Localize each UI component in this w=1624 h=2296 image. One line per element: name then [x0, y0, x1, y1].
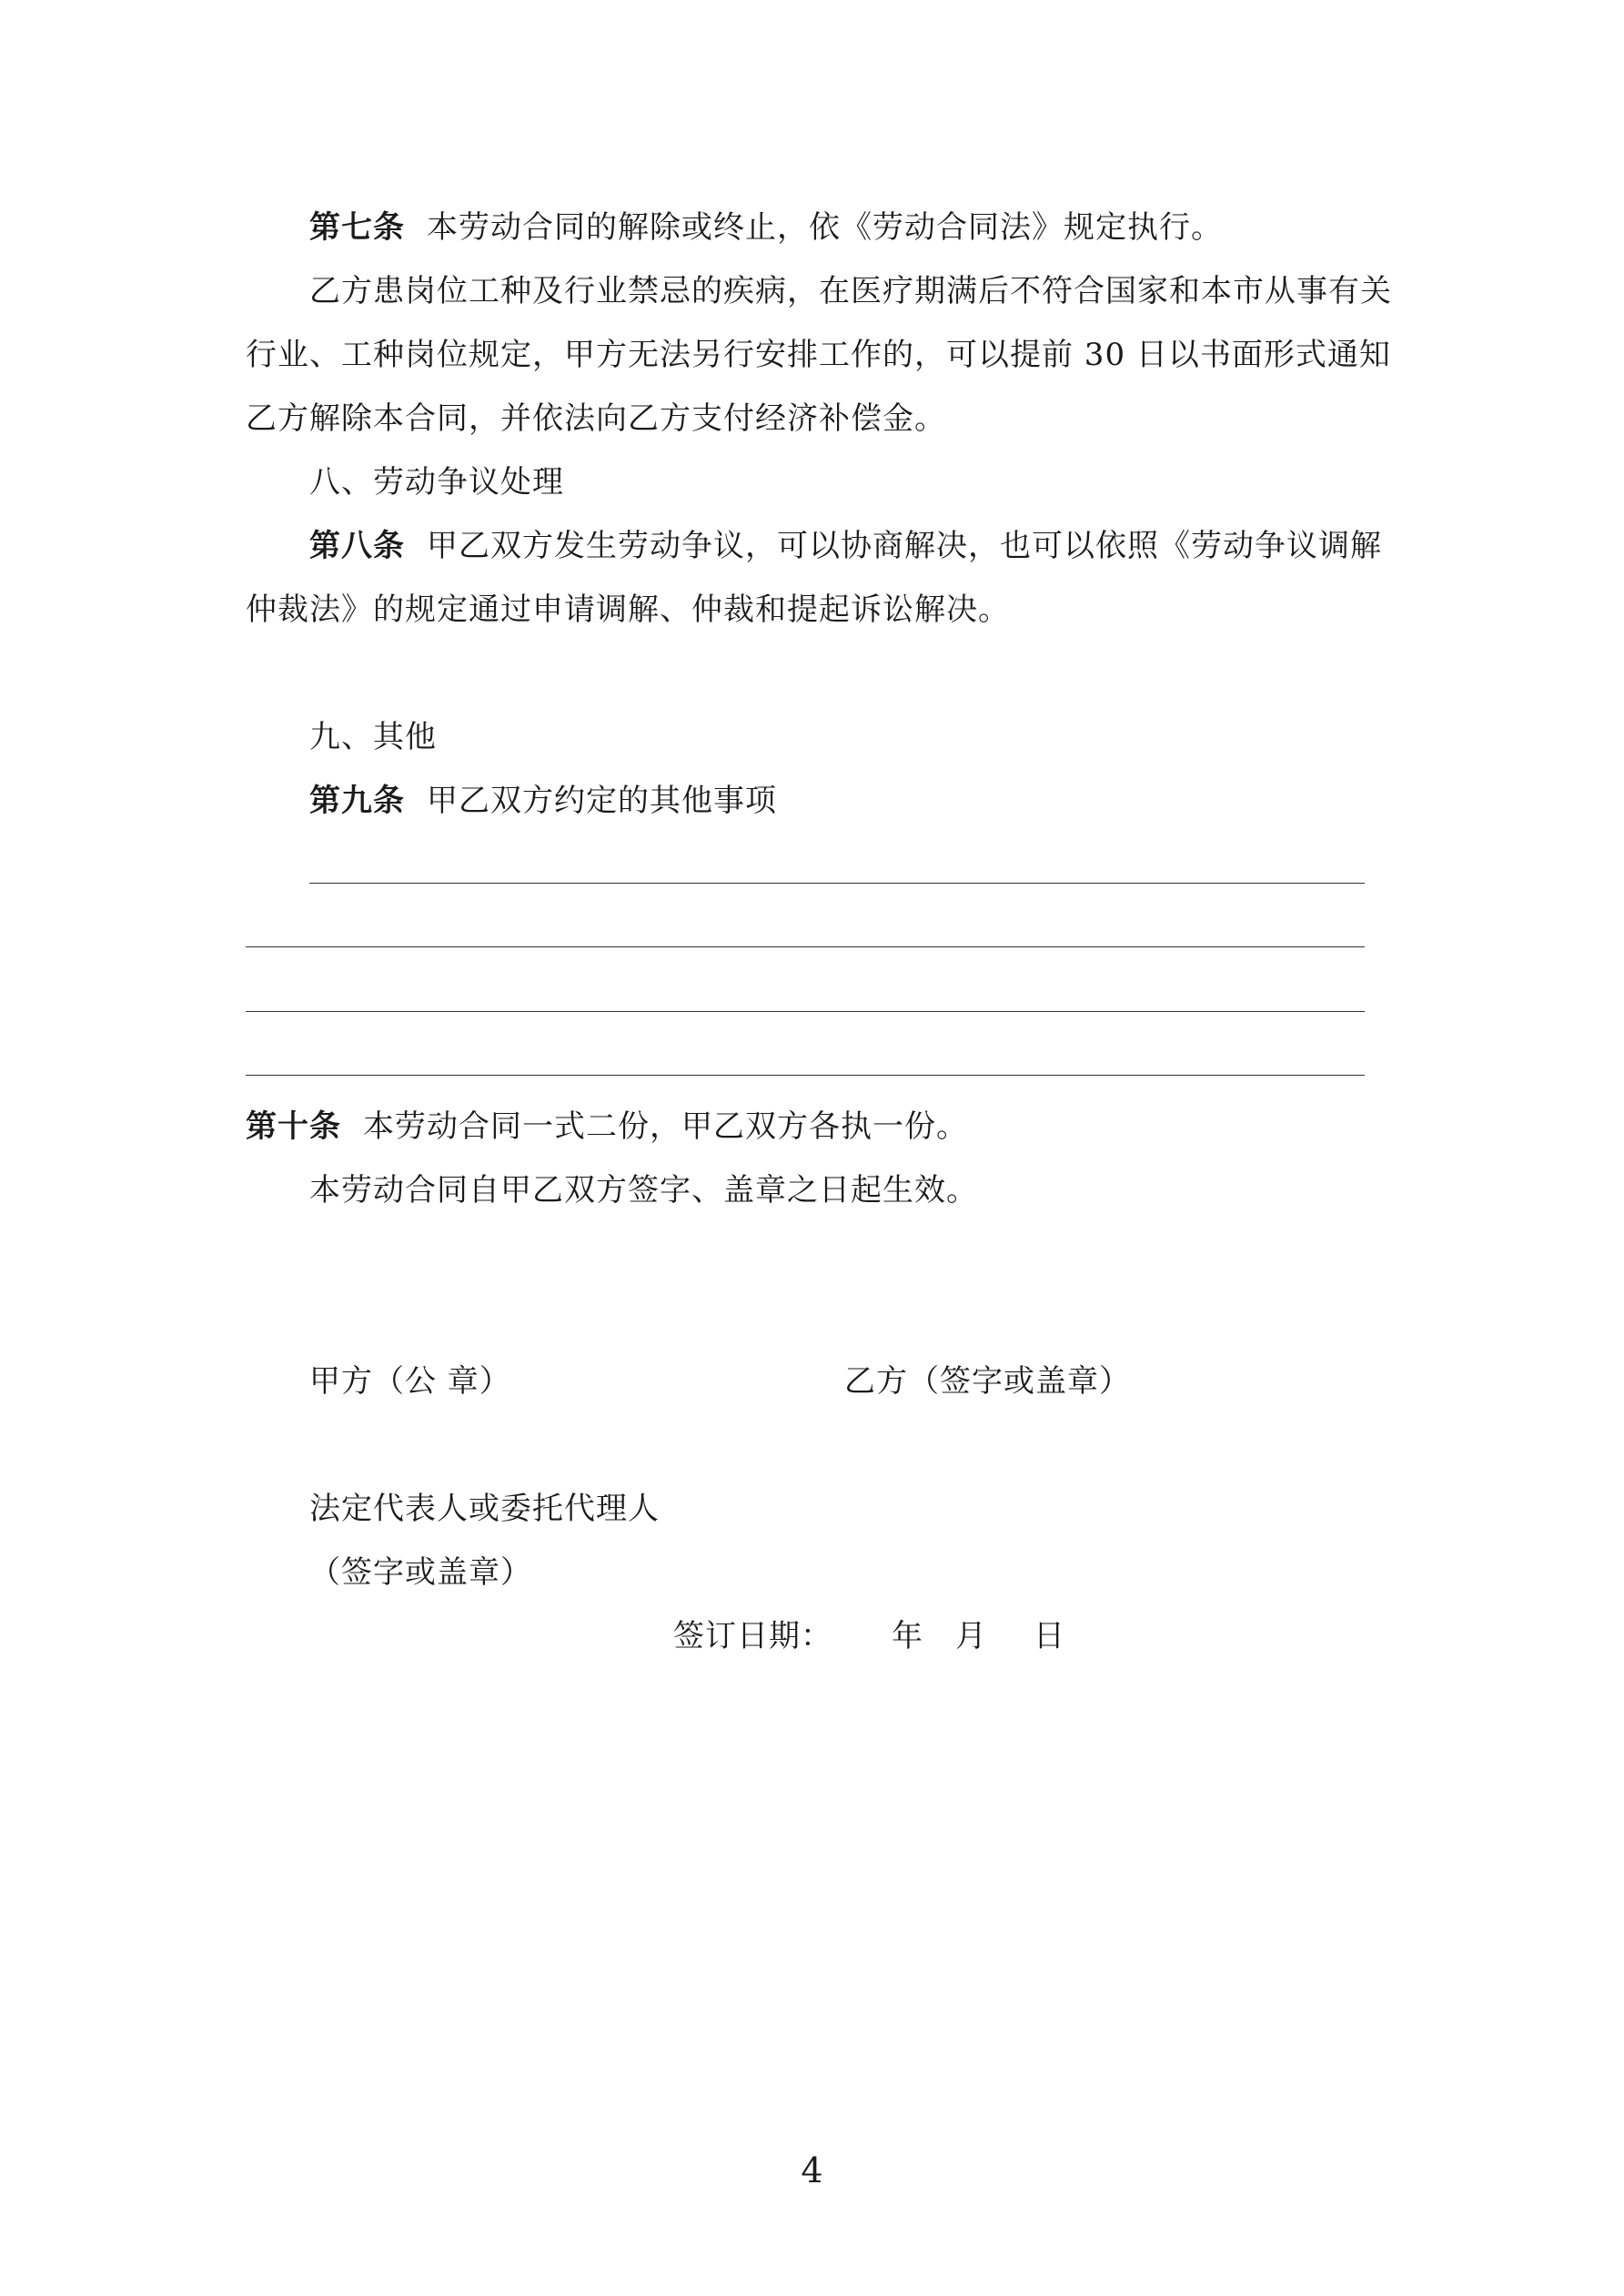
article-8-heading: 第八条: [309, 528, 405, 564]
article-8-text-line-1: 甲乙双方发生劳动争议，可以协商解决，也可以依照《劳动争议调解: [427, 528, 1382, 564]
party-b-sign-label: 乙方（签字或盖章）: [844, 1363, 1131, 1400]
page-number: 4: [801, 2150, 823, 2190]
article-7-paragraph-line-2: 行业、工种岗位规定，甲方无法另行安排工作的，可以提前 30 日以书面形式通知: [246, 337, 1391, 373]
signing-date-month: 月: [955, 1618, 987, 1654]
signing-date-label: 签订日期：: [673, 1618, 832, 1654]
party-a-seal-label: 甲方（公 章）: [309, 1363, 511, 1400]
article-10-effective: 本劳动合同自甲乙双方签字、盖章之日起生效。: [309, 1172, 978, 1209]
representative-label: 法定代表人或委托代理人: [309, 1491, 660, 1527]
article-7-paragraph-line-1: 乙方患岗位工种及行业禁忌的疾病，在医疗期满后不符合国家和本市从事有关: [309, 273, 1392, 309]
article-10-heading: 第十条: [246, 1108, 341, 1145]
article-9-line: [309, 781, 777, 821]
article-10-line: [246, 1107, 968, 1147]
section-9-title: 九、其他: [309, 719, 437, 755]
article-8-line-1: [309, 526, 1382, 566]
article-9-heading: 第九条: [309, 783, 405, 819]
article-7-line: [309, 207, 1223, 248]
section-8-title: 八、劳动争议处理: [309, 464, 564, 501]
article-7-heading: 第七条: [309, 209, 405, 246]
blank-line-3: [246, 1011, 1365, 1012]
article-7-text: 本劳动合同的解除或终止，依《劳动合同法》规定执行。: [427, 209, 1223, 246]
blank-line-1: [309, 883, 1365, 884]
signing-date-year: 年: [892, 1618, 923, 1654]
representative-sign-label: （签字或盖章）: [309, 1554, 532, 1591]
article-10-text: 本劳动合同一式二份，甲乙双方各执一份。: [363, 1108, 968, 1145]
blank-line-4: [246, 1075, 1365, 1076]
blank-line-2: [246, 946, 1365, 947]
article-9-text: 甲乙双方约定的其他事项: [427, 783, 777, 819]
article-7-paragraph-line-3: 乙方解除本合同，并依法向乙方支付经济补偿金。: [246, 400, 946, 437]
signing-date-day: 日: [1034, 1618, 1065, 1654]
article-8-text-line-2: 仲裁法》的规定通过申请调解、仲裁和提起诉讼解决。: [246, 592, 1010, 628]
